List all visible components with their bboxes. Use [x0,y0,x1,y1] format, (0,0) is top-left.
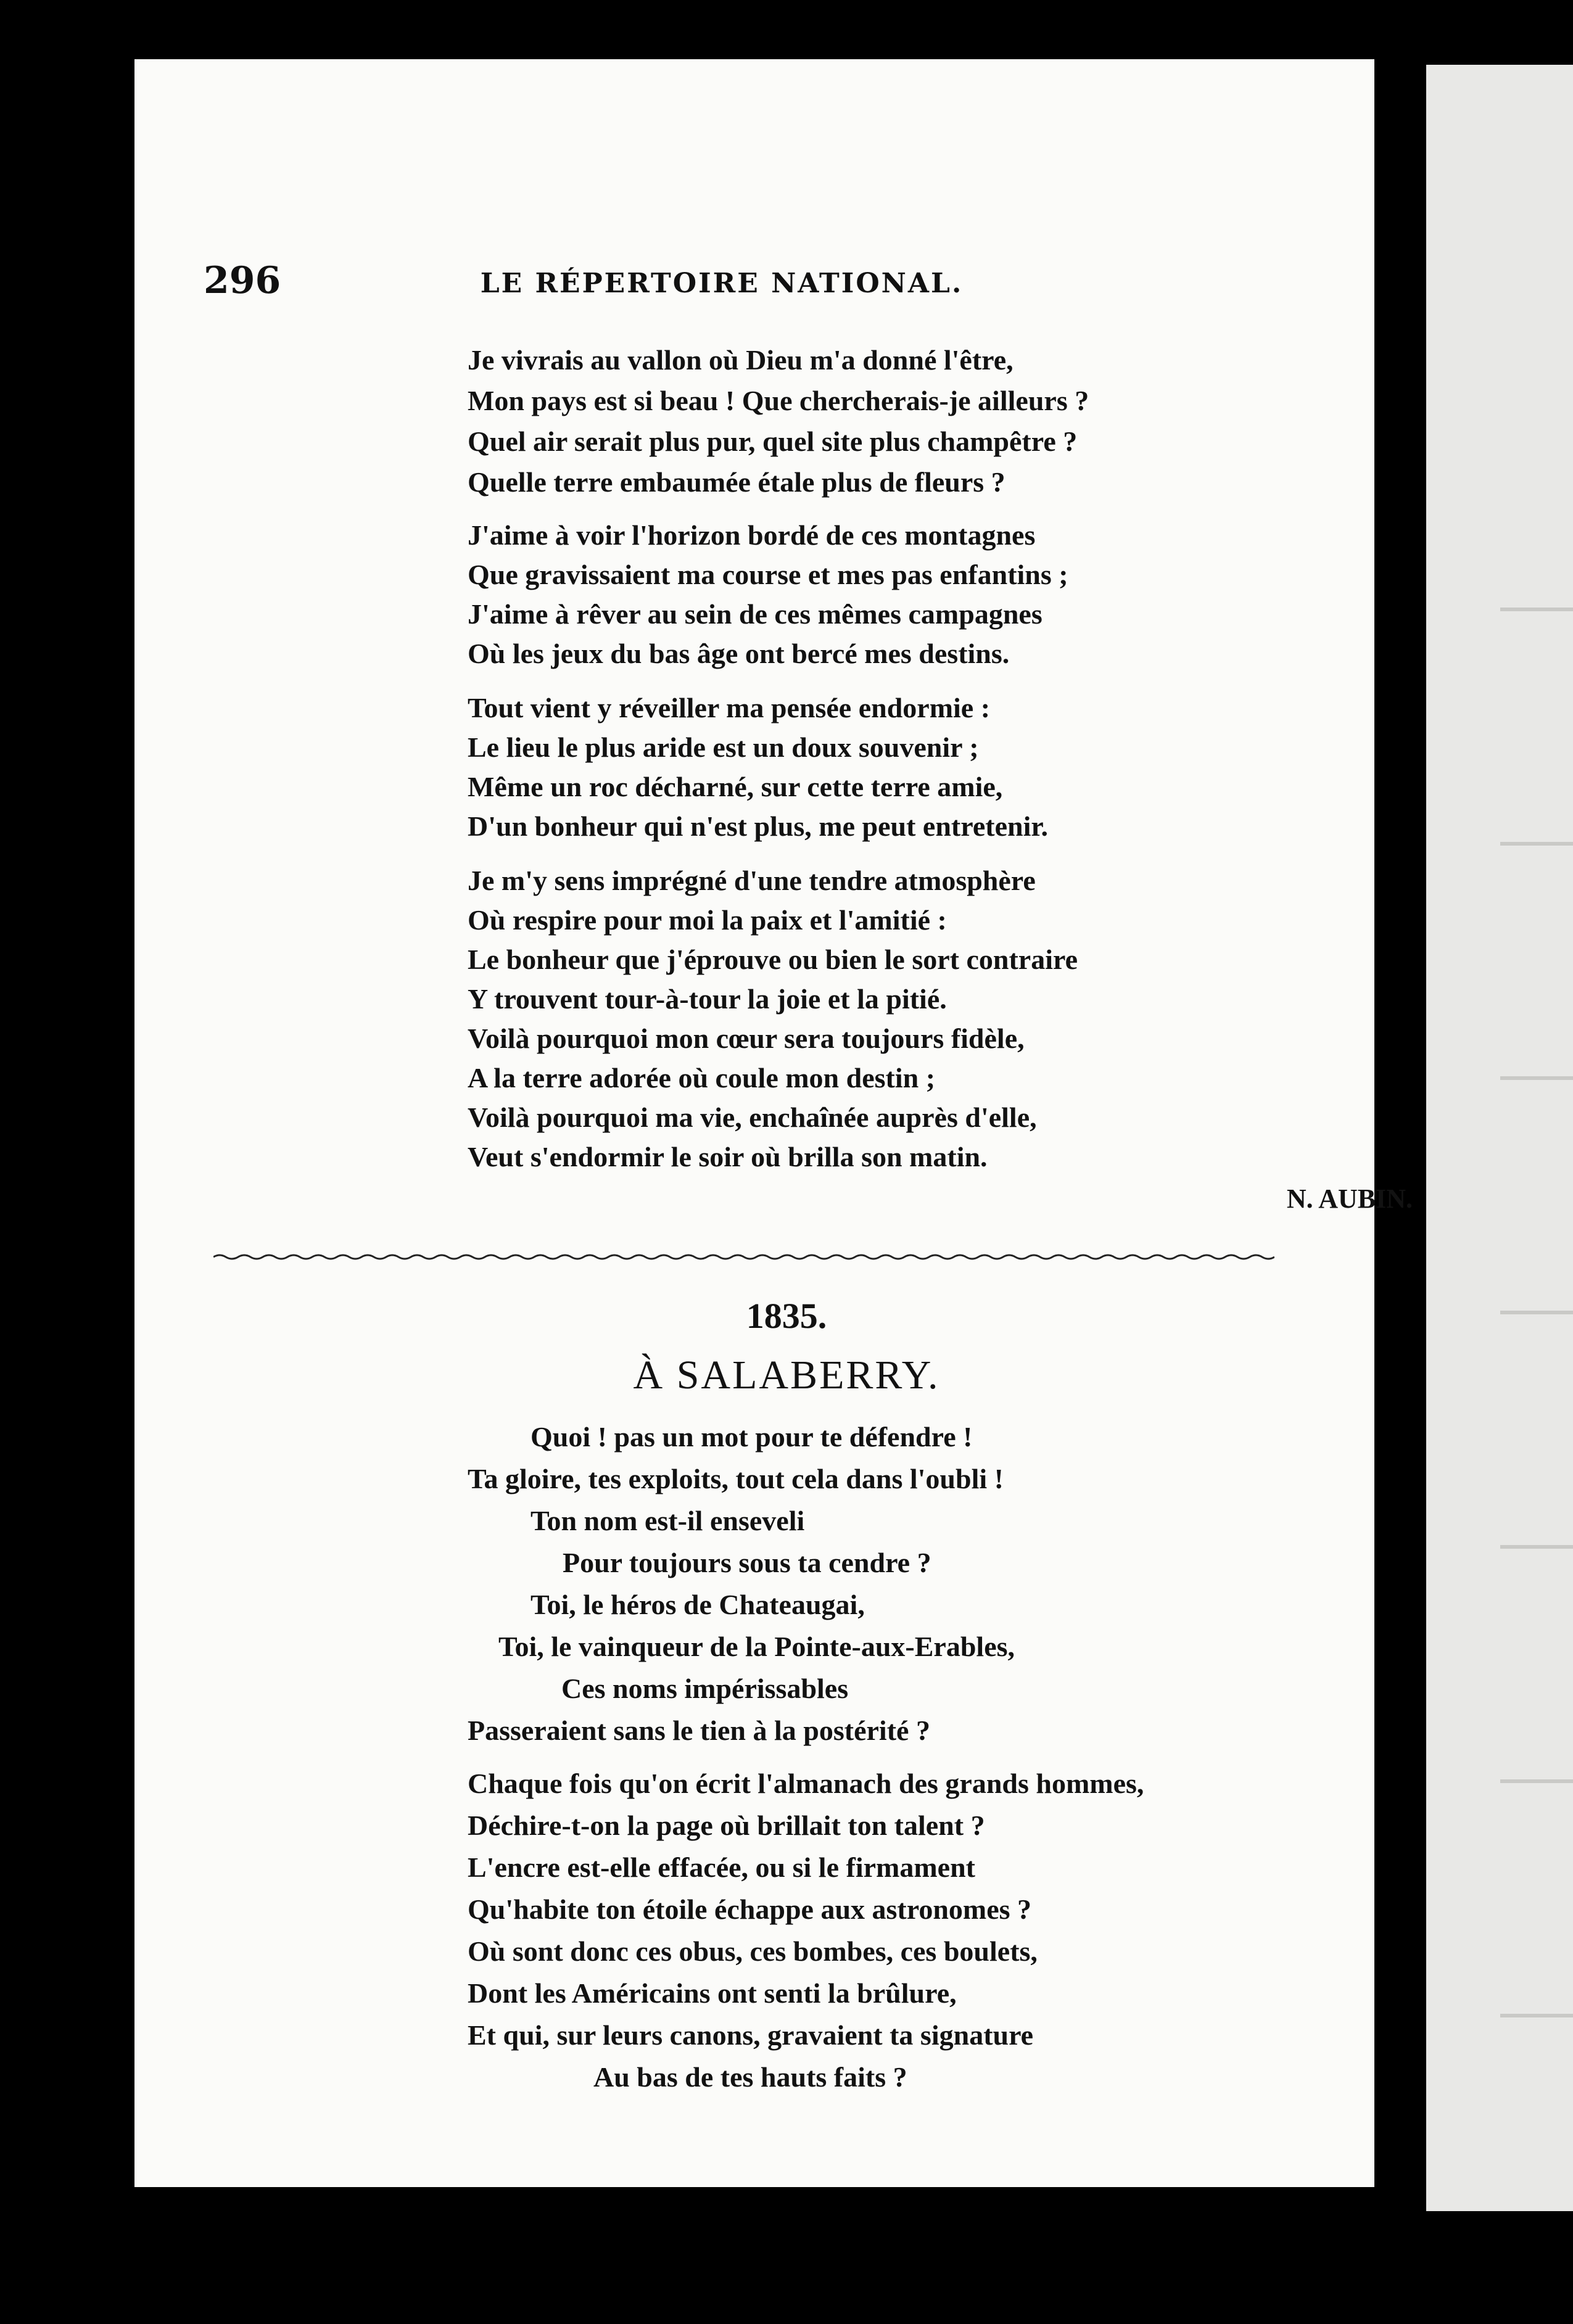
poem-line: Tout vient y réveiller ma pensée endormie : [468,692,991,723]
poem-title: À SALABERRY. [633,1353,940,1398]
running-title: LE RÉPERTOIRE NATIONAL. [480,268,964,299]
poem-line: Déchire-t-on la page où brillait ton talent ? [468,1810,985,1841]
poem-line: D'un bonheur qui n'est plus, me peut entretenir. [468,810,1049,842]
poem-line: Même un roc décharné, sur cette terre amie, [468,771,1003,802]
poem-line: Voilà pourquoi ma vie, enchaînée auprès d'elle, [468,1102,1037,1133]
poem-line: Quelle terre embaumée étale plus de fleurs ? [468,466,1005,498]
page-header [204,259,1135,302]
poem-line: Je vivrais au vallon où Dieu m'a donné l'être, [468,344,1014,376]
poem-line: Quel air serait plus pur, quel site plus champêtre ? [468,426,1078,457]
poem-line: Au bas de tes hauts faits ? [593,2061,907,2093]
wavy-divider [213,1252,1274,1262]
poem-line: Dont les Américains ont senti la brûlure, [468,1977,957,2009]
author-signature: N. AUBIN. [1286,1184,1413,1214]
poem-line: Voilà pourquoi mon cœur sera toujours fidèle, [468,1023,1025,1054]
poem-line: Y trouvent tour-à-tour la joie et la pitié. [468,983,947,1015]
facing-page-edge [1426,65,1573,2211]
page-number: 296 [204,259,281,302]
poem-line: Où sont donc ces obus, ces bombes, ces boulets, [468,1935,1038,1967]
poem-line: Passeraient sans le tien à la postérité ? [468,1715,930,1746]
poem-line: J'aime à rêver au sein de ces mêmes campagnes [468,598,1042,630]
poem-line: Ta gloire, tes exploits, tout cela dans l'oubli ! [468,1463,1004,1494]
poem-line: Mon pays est si beau ! Que chercherais-je ailleurs ? [468,385,1089,416]
poem-line: Où les jeux du bas âge ont bercé mes destins. [468,638,1010,669]
poem-line: Pour toujours sous ta cendre ? [563,1547,931,1578]
poem-line: Toi, le héros de Chateaugai, [531,1589,865,1620]
poem-line: Ton nom est-il enseveli [531,1505,805,1536]
poem-line: Je m'y sens imprégné d'une tendre atmosphère [468,865,1036,896]
poem-line: Ces noms impérissables [561,1673,849,1704]
poem-line: Et qui, sur leurs canons, gravaient ta signature [468,2019,1034,2051]
poem-line: J'aime à voir l'horizon bordé de ces montagnes [468,519,1036,551]
poem-line: Le bonheur que j'éprouve ou bien le sort contraire [468,944,1078,975]
poem-line: Toi, le vainqueur de la Pointe-aux-Erables, [498,1631,1015,1662]
poem-line: Quoi ! pas un mot pour te défendre ! [531,1421,973,1452]
poem-line: Chaque fois qu'on écrit l'almanach des grands hommes, [468,1768,1144,1799]
poem-line: Où respire pour moi la paix et l'amitié : [468,904,947,936]
poem-line: Le lieu le plus aride est un doux souvenir ; [468,731,979,763]
poem-line: L'encre est-elle effacée, ou si le firmament [468,1852,975,1883]
poem-line: Que gravissaient ma course et mes pas enfantins ; [468,559,1068,590]
poem-year: 1835. [746,1296,827,1336]
poem-line: Qu'habite ton étoile échappe aux astronomes ? [468,1893,1032,1925]
poem-line: Veut s'endormir le soir où brilla son matin. [468,1141,988,1172]
poem-line: A la terre adorée où coule mon destin ; [468,1062,936,1094]
